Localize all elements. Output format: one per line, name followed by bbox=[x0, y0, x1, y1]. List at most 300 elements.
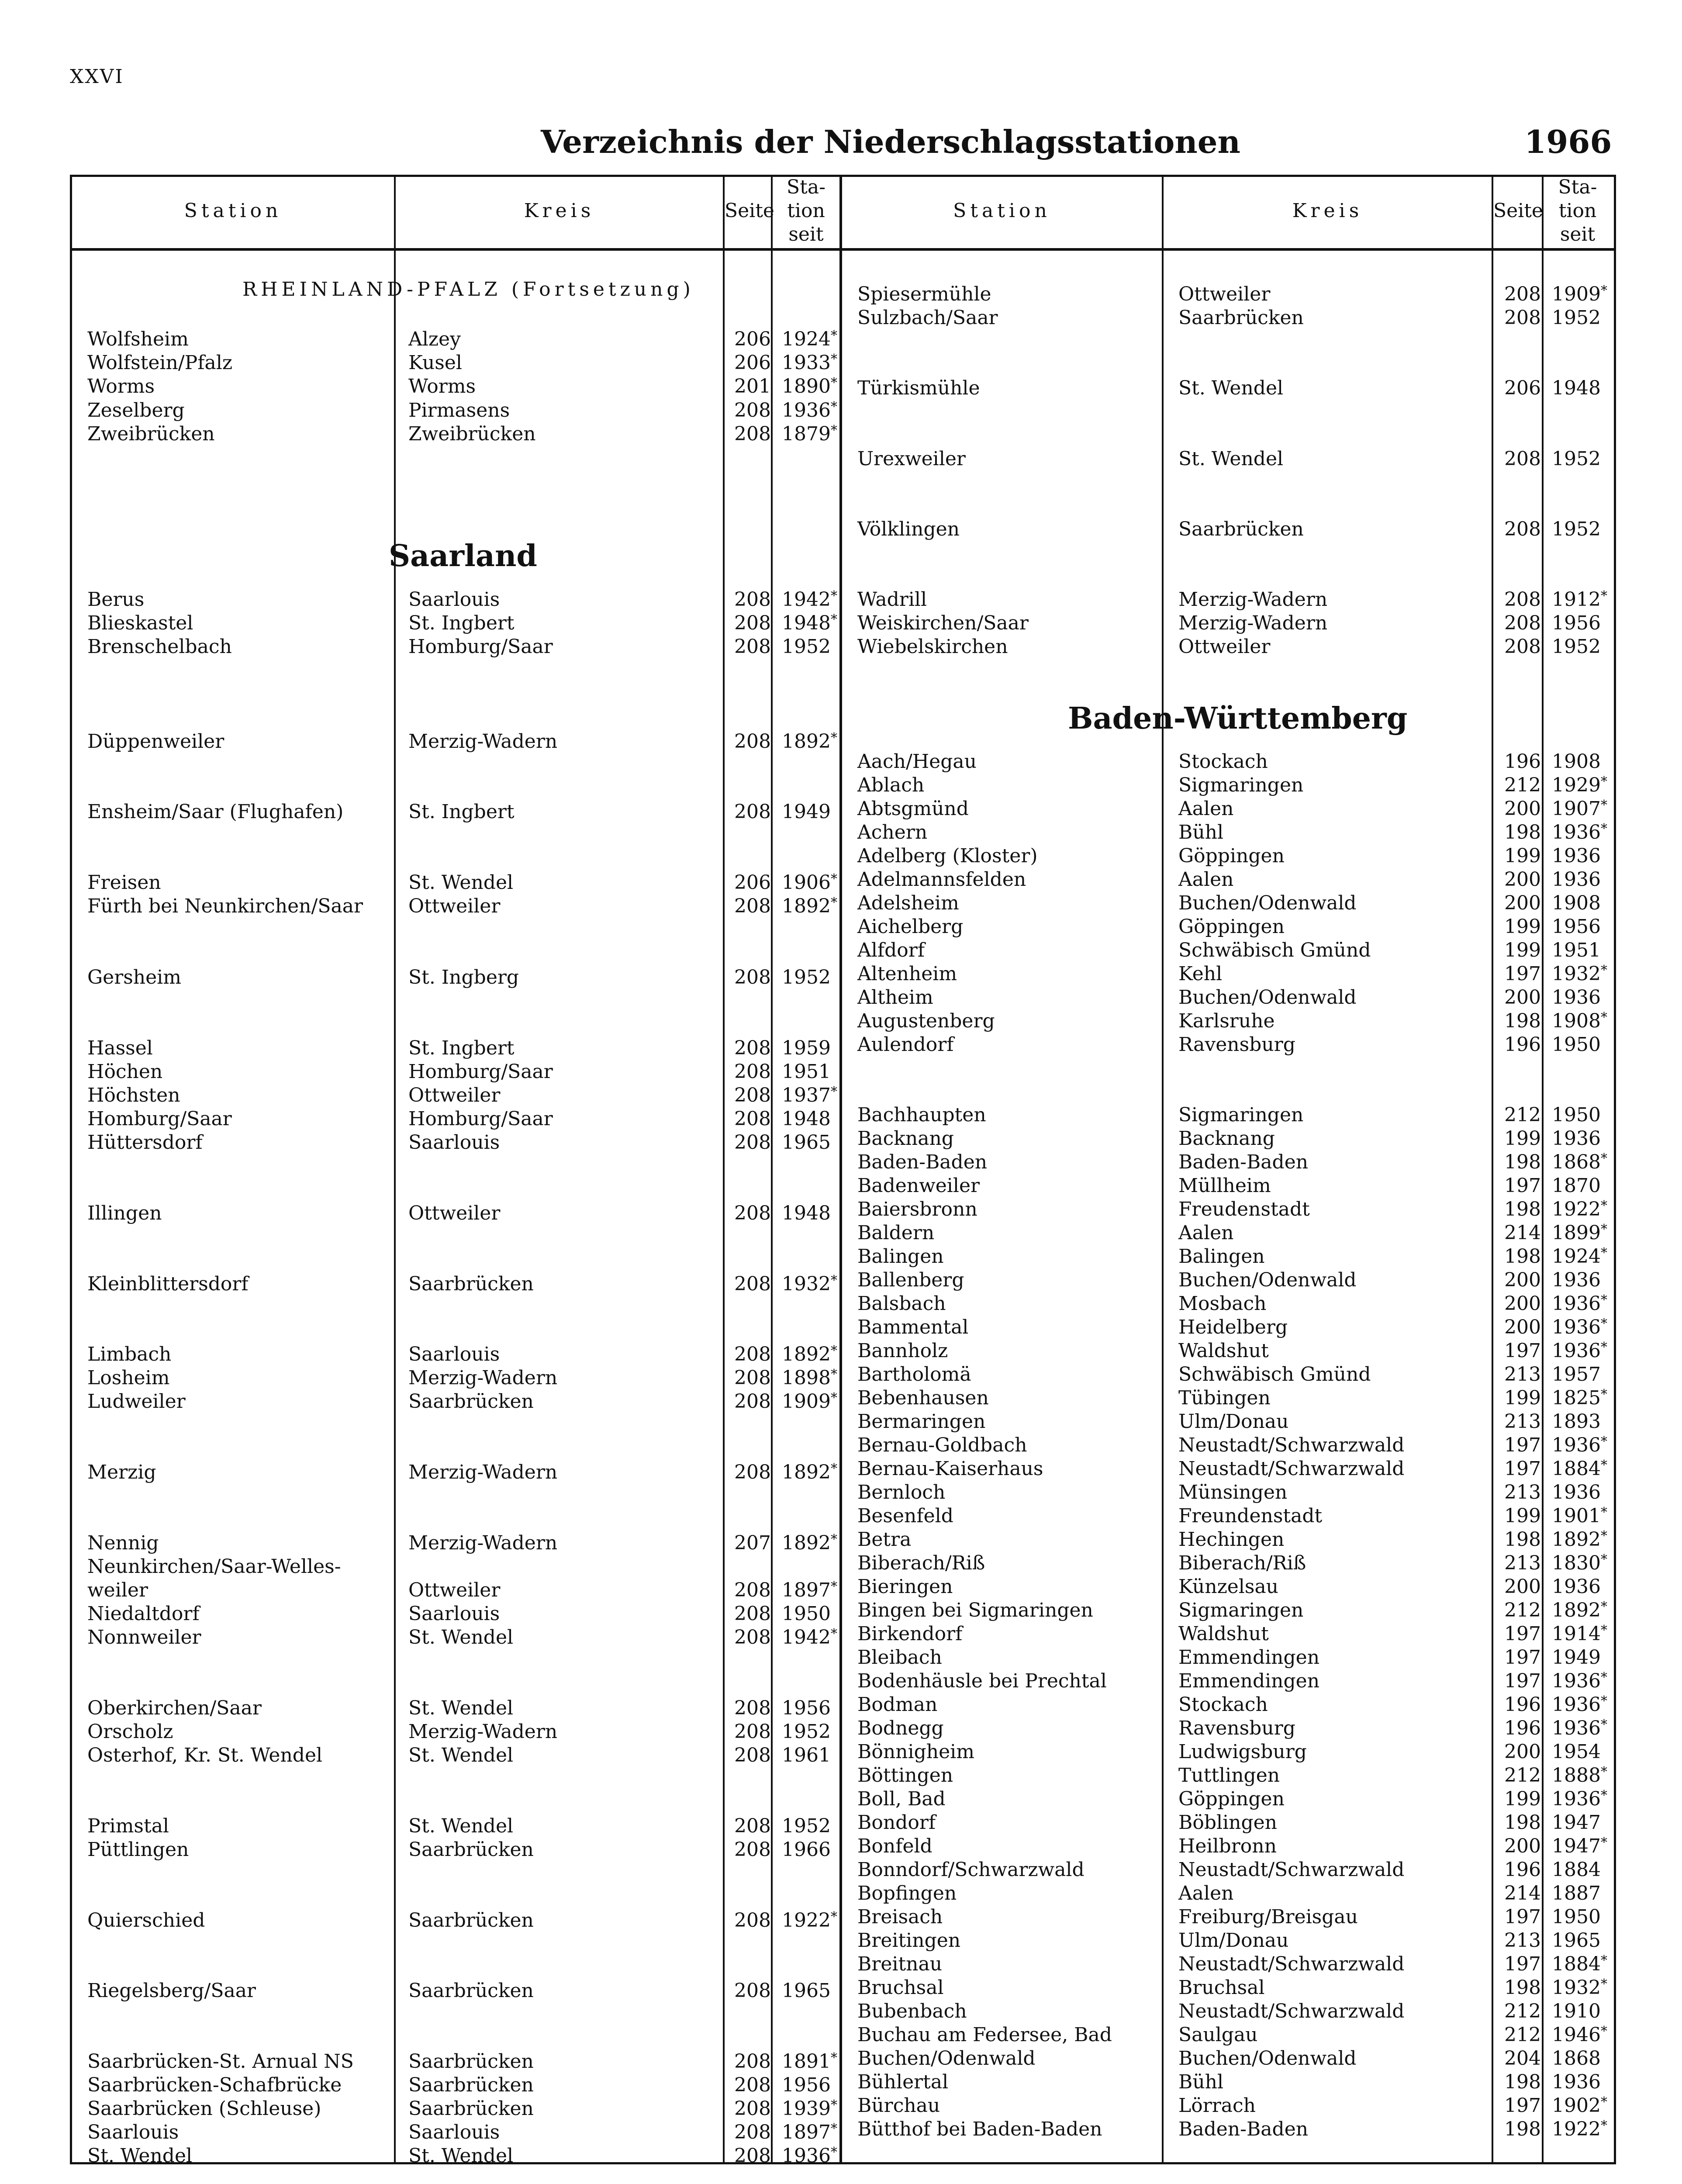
right-row bbox=[842, 518, 1602, 543]
station-since-year: 1908 bbox=[1552, 750, 1601, 773]
asterisk-mark: * bbox=[1600, 1222, 1607, 1237]
right-row bbox=[842, 1245, 1607, 1270]
station-name: Baiersbronn bbox=[857, 1198, 977, 1220]
seite-number: 213 bbox=[1504, 1363, 1541, 1386]
kreis-name: Kusel bbox=[408, 352, 462, 374]
station-name: Völklingen bbox=[857, 518, 960, 540]
kreis-name: Ravensburg bbox=[1178, 1717, 1295, 1739]
station-since-year: 1892* bbox=[782, 1532, 837, 1554]
kreis-name: Heilbronn bbox=[1178, 1835, 1277, 1857]
kreis-name: Saarbrücken bbox=[408, 2098, 534, 2120]
station-name: Betra bbox=[857, 1528, 912, 1551]
left-row bbox=[72, 1697, 832, 1721]
right-row bbox=[842, 1458, 1607, 1482]
kreis-name: Aalen bbox=[1178, 1882, 1234, 1904]
asterisk-mark: * bbox=[830, 1532, 837, 1547]
kreis-name: Saarbrücken bbox=[1178, 518, 1304, 540]
kreis-name: Bühl bbox=[1178, 2071, 1224, 2093]
kreis-name: Saarbrücken bbox=[408, 2050, 534, 2073]
seite-number: 206 bbox=[1504, 377, 1541, 399]
station-name: Bürchau bbox=[857, 2094, 940, 2117]
station-name: Ablach bbox=[857, 774, 925, 796]
seite-number: 197 bbox=[1504, 1623, 1541, 1645]
station-name: Altheim bbox=[857, 986, 933, 1009]
station-name: Badenweiler bbox=[857, 1175, 980, 1197]
kreis-name: Waldshut bbox=[1178, 1623, 1269, 1645]
kreis-name: Saarlouis bbox=[408, 588, 500, 611]
station-name: Achern bbox=[857, 821, 928, 843]
station-name: Ballenberg bbox=[857, 1269, 964, 1291]
seite-number: 208 bbox=[1504, 448, 1541, 470]
kreis-name: St. Wendel bbox=[408, 1815, 514, 1837]
asterisk-mark: * bbox=[830, 1390, 837, 1406]
station-since-year: 1892* bbox=[782, 1343, 837, 1365]
seite-number: 208 bbox=[734, 1202, 771, 1224]
station-name: Urexweiler bbox=[857, 448, 966, 470]
seite-number: 197 bbox=[1504, 1458, 1541, 1480]
station-since-year: 1936* bbox=[1552, 1670, 1607, 1692]
station-name: weiler bbox=[87, 1579, 148, 1601]
station-since-year: 1948 bbox=[1552, 377, 1601, 399]
asterisk-mark: * bbox=[830, 1909, 837, 1925]
header-kreis-left: Kreis bbox=[524, 200, 595, 222]
kreis-name: Ulm/Donau bbox=[1178, 1929, 1289, 1952]
kreis-name: Alzey bbox=[408, 328, 461, 350]
station-name: Boll, Bad bbox=[857, 1788, 946, 1810]
station-since-year: 1954 bbox=[1552, 1741, 1601, 1763]
station-since-year: 1936* bbox=[1552, 1788, 1607, 1810]
asterisk-mark: * bbox=[830, 1579, 837, 1594]
right-row bbox=[842, 283, 1607, 308]
right-row bbox=[842, 916, 1602, 940]
kreis-name: Balingen bbox=[1178, 1245, 1265, 1268]
right-row bbox=[842, 821, 1607, 846]
asterisk-mark: * bbox=[830, 2121, 837, 2136]
kreis-name: Göppingen bbox=[1178, 1788, 1285, 1810]
seite-number: 208 bbox=[734, 1838, 771, 1861]
station-name: Losheim bbox=[87, 1367, 170, 1389]
right-row bbox=[842, 1906, 1602, 1930]
station-since-year: 1887 bbox=[1552, 1882, 1601, 1904]
seite-number: 213 bbox=[1504, 1410, 1541, 1433]
station-name: Sulzbach/Saar bbox=[857, 307, 998, 329]
station-since-year: 1936 bbox=[1552, 2071, 1601, 2093]
kreis-name: Lörrach bbox=[1178, 2094, 1256, 2117]
left-row bbox=[72, 1367, 837, 1391]
kreis-name: Merzig-Wadern bbox=[1178, 612, 1328, 634]
station-name: Homburg/Saar bbox=[87, 1108, 232, 1130]
seite-number: 200 bbox=[1504, 1576, 1541, 1598]
right-row bbox=[842, 1670, 1607, 1694]
seite-number: 213 bbox=[1504, 1481, 1541, 1503]
asterisk-mark: * bbox=[1600, 588, 1607, 604]
kreis-name: Karlsruhe bbox=[1178, 1010, 1275, 1032]
right-row bbox=[842, 986, 1602, 1011]
station-name: Alfdorf bbox=[857, 939, 925, 961]
asterisk-mark: * bbox=[1600, 1788, 1607, 1803]
right-row bbox=[842, 1764, 1607, 1789]
right-row bbox=[842, 1340, 1607, 1364]
seite-number: 197 bbox=[1504, 963, 1541, 985]
seite-number: 198 bbox=[1504, 2118, 1541, 2140]
station-name: Besenfeld bbox=[857, 1505, 953, 1527]
right-row bbox=[842, 2000, 1602, 2025]
right-row bbox=[842, 1811, 1602, 1836]
left-row bbox=[72, 1390, 837, 1415]
header-station-right: Station bbox=[953, 200, 1051, 222]
seite-number: 197 bbox=[1504, 2094, 1541, 2117]
kreis-name: Zweibrücken bbox=[408, 423, 536, 445]
station-since-year: 1959 bbox=[782, 1037, 831, 1059]
seite-number: 200 bbox=[1504, 868, 1541, 891]
right-row bbox=[842, 1033, 1602, 1058]
asterisk-mark: * bbox=[830, 352, 837, 367]
seite-number: 200 bbox=[1504, 1835, 1541, 1857]
seite-number: 200 bbox=[1504, 892, 1541, 914]
right-row bbox=[842, 2118, 1607, 2143]
station-since-year: 1884* bbox=[1552, 1458, 1607, 1480]
station-name: St. Wendel bbox=[87, 2145, 193, 2167]
station-name: Bondorf bbox=[857, 1811, 936, 1834]
asterisk-mark: * bbox=[1600, 1151, 1607, 1166]
seite-number: 213 bbox=[1504, 1929, 1541, 1952]
kreis-name: Emmendingen bbox=[1178, 1670, 1320, 1692]
kreis-name: Saarbrücken bbox=[408, 1909, 534, 1932]
asterisk-mark: * bbox=[1600, 2024, 1607, 2039]
kreis-name: Hechingen bbox=[1178, 1528, 1285, 1551]
seite-number: 200 bbox=[1504, 1292, 1541, 1315]
seite-number: 197 bbox=[1504, 1175, 1541, 1197]
station-since-year: 1909* bbox=[1552, 283, 1607, 305]
right-row bbox=[842, 1788, 1607, 1812]
kreis-name: Ottweiler bbox=[408, 1579, 501, 1601]
station-name: Buchau am Federsee, Bad bbox=[857, 2024, 1112, 2046]
station-name: Niedaltdorf bbox=[87, 1603, 200, 1625]
kreis-name: Saarbrücken bbox=[408, 1273, 534, 1295]
left-row bbox=[72, 2145, 837, 2169]
right-row bbox=[842, 2024, 1607, 2048]
right-row bbox=[842, 1528, 1607, 1553]
station-name: Neunkirchen/Saar-Welles- bbox=[87, 1555, 341, 1578]
section-saarland: Saarland bbox=[389, 539, 537, 574]
seite-number: 199 bbox=[1504, 1505, 1541, 1527]
asterisk-mark: * bbox=[830, 895, 837, 910]
station-since-year: 1947 bbox=[1552, 1811, 1601, 1834]
seite-number: 208 bbox=[734, 1626, 771, 1648]
section-baden-wuerttemberg: Baden-Württemberg bbox=[1068, 701, 1408, 736]
asterisk-mark: * bbox=[830, 2098, 837, 2113]
station-since-year: 1892* bbox=[782, 895, 837, 917]
station-name: Bönnigheim bbox=[857, 1741, 974, 1763]
seite-number: 200 bbox=[1504, 1316, 1541, 1338]
station-since-year: 1936* bbox=[1552, 821, 1607, 843]
station-since-year: 1922* bbox=[1552, 2118, 1607, 2140]
station-name: Höchen bbox=[87, 1061, 163, 1083]
right-row bbox=[842, 1481, 1602, 1506]
seite-number: 208 bbox=[734, 1343, 771, 1365]
station-name: Bodenhäusle bei Prechtal bbox=[857, 1670, 1107, 1692]
asterisk-mark: * bbox=[1600, 2118, 1607, 2133]
left-row bbox=[72, 1273, 837, 1297]
station-name: Bonfeld bbox=[857, 1835, 933, 1857]
header-station-left: Station bbox=[184, 200, 282, 222]
kreis-name: Saarbrücken bbox=[408, 2074, 534, 2096]
seite-number: 198 bbox=[1504, 1245, 1541, 1268]
kreis-name: Baden-Baden bbox=[1178, 2118, 1309, 2140]
kreis-name: St. Wendel bbox=[408, 1697, 514, 1719]
station-name: Merzig bbox=[87, 1461, 156, 1483]
station-since-year: 1961 bbox=[782, 1744, 831, 1766]
station-since-year: 1906* bbox=[782, 871, 837, 894]
left-row bbox=[72, 2098, 837, 2122]
asterisk-mark: * bbox=[1600, 1977, 1607, 1992]
station-since-year: 1908 bbox=[1552, 892, 1601, 914]
kreis-name: Ludwigsburg bbox=[1178, 1741, 1307, 1763]
kreis-name: Buchen/Odenwald bbox=[1178, 986, 1357, 1009]
seite-number: 213 bbox=[1504, 1552, 1541, 1574]
kreis-name: Waldshut bbox=[1178, 1340, 1269, 1362]
left-row bbox=[72, 636, 832, 660]
seite-number: 208 bbox=[734, 1037, 771, 1059]
left-row bbox=[72, 1721, 832, 1745]
asterisk-mark: * bbox=[1600, 1340, 1607, 1355]
right-row bbox=[842, 2094, 1607, 2119]
asterisk-mark: * bbox=[830, 1461, 837, 1476]
station-name: Primstal bbox=[87, 1815, 169, 1837]
station-name: Bubenbach bbox=[857, 2000, 967, 2022]
right-row bbox=[842, 798, 1607, 822]
right-row bbox=[842, 448, 1602, 472]
kreis-name: Homburg/Saar bbox=[408, 1108, 553, 1130]
asterisk-mark: * bbox=[1600, 283, 1607, 298]
kreis-name: Sigmaringen bbox=[1178, 1104, 1304, 1126]
seite-number: 208 bbox=[734, 1367, 771, 1389]
left-row bbox=[72, 871, 837, 896]
station-name: Biberach/Riß bbox=[857, 1552, 985, 1574]
seite-number: 208 bbox=[1504, 283, 1541, 305]
kreis-name: Neustadt/Schwarzwald bbox=[1178, 2000, 1405, 2022]
station-name: Püttlingen bbox=[87, 1838, 189, 1861]
seite-number: 201 bbox=[734, 375, 771, 397]
station-since-year: 1932* bbox=[782, 1273, 837, 1295]
station-name: Bodnegg bbox=[857, 1717, 944, 1739]
station-name: Wiebelskirchen bbox=[857, 636, 1008, 658]
asterisk-mark: * bbox=[1600, 1292, 1607, 1308]
seite-number: 208 bbox=[734, 1084, 771, 1106]
station-name: Bernloch bbox=[857, 1481, 946, 1503]
station-since-year: 1922* bbox=[1552, 1198, 1607, 1220]
station-since-year: 1922* bbox=[782, 1909, 837, 1932]
right-row bbox=[842, 774, 1607, 798]
station-name: Illingen bbox=[87, 1202, 162, 1224]
station-since-year: 1870 bbox=[1552, 1175, 1601, 1197]
station-name: Adelberg (Kloster) bbox=[857, 845, 1038, 867]
station-since-year: 1933* bbox=[782, 352, 837, 374]
kreis-name: Schwäbisch Gmünd bbox=[1178, 939, 1371, 961]
left-row bbox=[72, 730, 837, 755]
seite-number: 198 bbox=[1504, 1811, 1541, 1834]
seite-number: 208 bbox=[1504, 636, 1541, 658]
left-row bbox=[72, 801, 832, 825]
station-name: Nonnweiler bbox=[87, 1626, 201, 1648]
asterisk-mark: * bbox=[1600, 1670, 1607, 1685]
right-row bbox=[842, 377, 1602, 401]
station-since-year: 1948 bbox=[782, 1108, 831, 1130]
kreis-name: Freundenstadt bbox=[1178, 1505, 1323, 1527]
station-since-year: 1956 bbox=[1552, 916, 1601, 938]
station-since-year: 1936* bbox=[782, 2145, 837, 2167]
station-name: Zeselberg bbox=[87, 399, 185, 422]
seite-number: 208 bbox=[734, 2121, 771, 2143]
kreis-name: St. Ingbert bbox=[408, 612, 515, 634]
kreis-name: Müllheim bbox=[1178, 1175, 1271, 1197]
right-row bbox=[842, 1552, 1607, 1576]
kreis-name: Aalen bbox=[1178, 1222, 1234, 1244]
asterisk-mark: * bbox=[830, 2145, 837, 2160]
right-row bbox=[842, 1646, 1602, 1671]
station-name: Aulendorf bbox=[857, 1033, 954, 1056]
right-row bbox=[842, 1717, 1607, 1742]
station-since-year: 1892* bbox=[782, 730, 837, 753]
station-since-year: 1950 bbox=[1552, 1104, 1601, 1126]
station-since-year: 1956 bbox=[782, 1697, 831, 1719]
left-row bbox=[72, 1084, 837, 1109]
station-name: Zweibrücken bbox=[87, 423, 215, 445]
header-seite-left: Seite bbox=[725, 200, 774, 222]
kreis-name: Ottweiler bbox=[408, 1202, 501, 1224]
asterisk-mark: * bbox=[1600, 1245, 1607, 1261]
seite-number: 197 bbox=[1504, 1340, 1541, 1362]
kreis-name: Homburg/Saar bbox=[408, 1061, 553, 1083]
right-row bbox=[842, 1953, 1607, 1977]
station-since-year: 1951 bbox=[1552, 939, 1601, 961]
right-row bbox=[842, 1741, 1602, 1765]
station-since-year: 1952 bbox=[1552, 448, 1601, 470]
station-since-year: 1893 bbox=[1552, 1410, 1601, 1433]
right-row bbox=[842, 2071, 1602, 2095]
right-row bbox=[842, 868, 1602, 893]
kreis-name: Aalen bbox=[1178, 798, 1234, 820]
station-name: Aichelberg bbox=[857, 916, 964, 938]
left-row bbox=[72, 1037, 832, 1061]
station-since-year: 1939* bbox=[782, 2098, 837, 2120]
station-since-year: 1924* bbox=[782, 328, 837, 350]
rule-left-seit bbox=[771, 177, 773, 2162]
asterisk-mark: * bbox=[830, 871, 837, 887]
kreis-name: Ottweiler bbox=[408, 895, 501, 917]
seite-number: 207 bbox=[734, 1532, 771, 1554]
station-name: Hüttersdorf bbox=[87, 1131, 203, 1154]
station-since-year: 1936 bbox=[1552, 1481, 1601, 1503]
station-name: Wadrill bbox=[857, 588, 927, 611]
station-name: Ensheim/Saar (Flughafen) bbox=[87, 801, 344, 823]
seite-number: 208 bbox=[734, 588, 771, 611]
asterisk-mark: * bbox=[1600, 1599, 1607, 1614]
right-row bbox=[842, 1434, 1607, 1458]
seite-number: 208 bbox=[734, 1603, 771, 1625]
station-since-year: 1936 bbox=[1552, 845, 1601, 867]
station-since-year: 1942* bbox=[782, 1626, 837, 1648]
station-since-year: 1952 bbox=[782, 1815, 831, 1837]
kreis-name: St. Ingbert bbox=[408, 1037, 515, 1059]
station-since-year: 1956 bbox=[782, 2074, 831, 2096]
left-row bbox=[72, 1579, 837, 1603]
seite-number: 200 bbox=[1504, 986, 1541, 1009]
station-name: Saarbrücken-St. Arnual NS bbox=[87, 2050, 354, 2073]
asterisk-mark: * bbox=[1600, 1693, 1607, 1709]
left-row bbox=[72, 1555, 832, 1580]
kreis-name: Böblingen bbox=[1178, 1811, 1278, 1834]
station-name: Buchen/Odenwald bbox=[857, 2047, 1036, 2070]
seite-number: 198 bbox=[1504, 1010, 1541, 1032]
seite-number: 208 bbox=[734, 1579, 771, 1601]
seite-number: 200 bbox=[1504, 1741, 1541, 1763]
right-row bbox=[842, 1316, 1607, 1341]
left-row bbox=[72, 399, 837, 424]
right-row bbox=[842, 1623, 1607, 1647]
kreis-name: Saarlouis bbox=[408, 2121, 500, 2143]
kreis-name: Pirmasens bbox=[408, 399, 510, 422]
seite-number: 212 bbox=[1504, 2000, 1541, 2022]
station-since-year: 1899* bbox=[1552, 1222, 1607, 1244]
station-since-year: 1868 bbox=[1552, 2047, 1601, 2070]
station-since-year: 1901* bbox=[1552, 1505, 1607, 1527]
asterisk-mark: * bbox=[1600, 1387, 1607, 1402]
left-row bbox=[72, 423, 837, 447]
station-name: Saarlouis bbox=[87, 2121, 179, 2143]
right-row bbox=[842, 1198, 1607, 1223]
kreis-name: Saarbrücken bbox=[408, 1390, 534, 1413]
asterisk-mark: * bbox=[830, 328, 837, 343]
kreis-name: Saarlouis bbox=[408, 1131, 500, 1154]
station-since-year: 1948 bbox=[782, 1202, 831, 1224]
station-since-year: 1879* bbox=[782, 423, 837, 445]
kreis-name: Stockach bbox=[1178, 1693, 1268, 1716]
seite-number: 208 bbox=[734, 1108, 771, 1130]
station-name: Limbach bbox=[87, 1343, 172, 1365]
asterisk-mark: * bbox=[1600, 2094, 1607, 2110]
station-name: Adelmannsfelden bbox=[857, 868, 1026, 891]
kreis-name: St. Wendel bbox=[1178, 377, 1284, 399]
station-since-year: 1947* bbox=[1552, 1835, 1607, 1857]
station-since-year: 1966 bbox=[782, 1838, 831, 1861]
station-name: Oberkirchen/Saar bbox=[87, 1697, 262, 1719]
station-since-year: 1868* bbox=[1552, 1151, 1607, 1173]
left-row bbox=[72, 328, 837, 352]
station-name: Ludweiler bbox=[87, 1390, 186, 1413]
seite-number: 214 bbox=[1504, 1882, 1541, 1904]
station-since-year: 1936 bbox=[1552, 1576, 1601, 1598]
kreis-name: Merzig-Wadern bbox=[408, 730, 558, 753]
station-name: Bopfingen bbox=[857, 1882, 957, 1904]
seite-number: 196 bbox=[1504, 1693, 1541, 1716]
station-table bbox=[70, 175, 1616, 2167]
right-row bbox=[842, 1387, 1607, 1411]
right-row bbox=[842, 636, 1602, 660]
station-name: Breisach bbox=[857, 1906, 943, 1928]
left-row bbox=[72, 375, 837, 400]
seite-number: 208 bbox=[1504, 518, 1541, 540]
seite-number: 212 bbox=[1504, 1764, 1541, 1787]
seite-number: 208 bbox=[734, 2145, 771, 2167]
station-since-year: 1951 bbox=[782, 1061, 831, 1083]
kreis-name: Neustadt/Schwarzwald bbox=[1178, 1458, 1405, 1480]
kreis-name: Ottweiler bbox=[1178, 636, 1271, 658]
right-row bbox=[842, 845, 1602, 869]
kreis-name: Mosbach bbox=[1178, 1292, 1267, 1315]
station-since-year: 1946* bbox=[1552, 2024, 1607, 2046]
right-row bbox=[842, 1104, 1602, 1128]
